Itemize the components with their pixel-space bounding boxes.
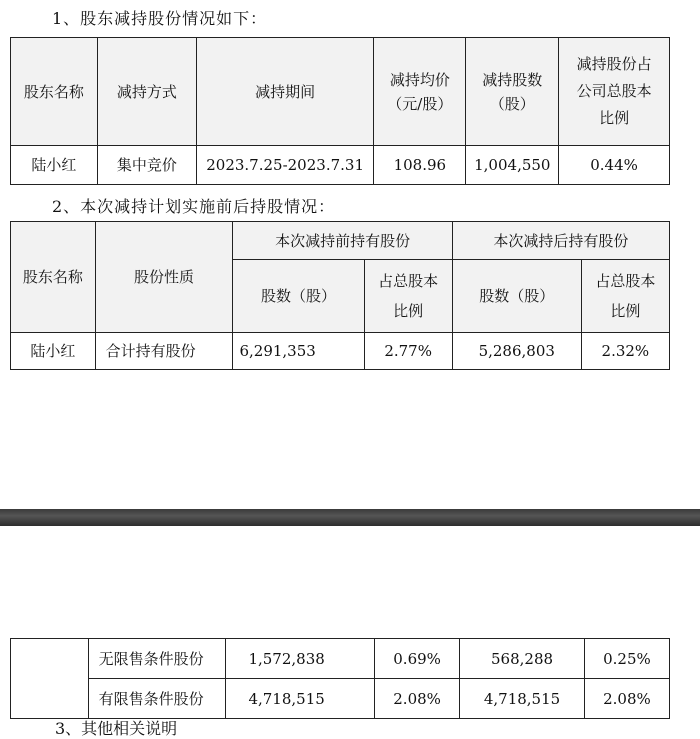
header-before: 本次减持前持有股份 [233, 222, 452, 260]
cell-shareholder-empty [11, 639, 89, 719]
cell-method: 集中竞价 [97, 146, 196, 185]
table-row [11, 679, 670, 719]
header-shareholder: 股东名称 [11, 38, 98, 146]
cell-after-ratio: 2.32% [581, 333, 669, 370]
table-row [11, 639, 670, 679]
cell-before-shares: 6,291,353 [233, 333, 364, 370]
header-after-ratio: 占总股本 比例 [581, 260, 669, 333]
cell-nature: 合计持有股份 [95, 333, 233, 370]
reduction-table [10, 37, 670, 185]
table-row [11, 146, 670, 185]
cell-avg-price: 108.96 [374, 146, 466, 185]
cell-after-shares: 568,288 [460, 639, 585, 679]
cell-before-ratio: 2.08% [375, 679, 460, 719]
holding-table [10, 221, 670, 370]
header-avg-price: 减持均价 （元/股） [374, 38, 466, 146]
header-before-ratio: 占总股本 比例 [364, 260, 452, 333]
header-ratio: 减持股份占 公司总股本 比例 [559, 38, 670, 146]
cell-nature: 有限售条件股份 [88, 679, 226, 719]
section3-title-cut: 3、其他相关说明 [55, 719, 178, 738]
cell-nature: 无限售条件股份 [88, 639, 226, 679]
header-after-shares: 股数（股） [452, 260, 581, 333]
header-shareholder: 股东名称 [11, 222, 96, 333]
cell-after-ratio: 2.08% [584, 679, 669, 719]
cell-after-shares: 5,286,803 [452, 333, 581, 370]
header-period: 减持期间 [197, 38, 374, 146]
header-nature: 股份性质 [95, 222, 233, 333]
cell-before-shares: 4,718,515 [226, 679, 375, 719]
cell-before-ratio: 2.77% [364, 333, 452, 370]
holding-table-continued [10, 638, 670, 719]
cell-period: 2023.7.25-2023.7.31 [197, 146, 374, 185]
header-method: 减持方式 [97, 38, 196, 146]
header-after: 本次减持后持有股份 [452, 222, 669, 260]
section1-title: 1、股东减持股份情况如下： [52, 9, 268, 28]
cell-before-shares: 1,572,838 [226, 639, 375, 679]
cell-shareholder: 陆小红 [11, 333, 96, 370]
header-before-shares: 股数（股） [233, 260, 364, 333]
table-header-row [11, 222, 670, 260]
table-row [11, 333, 670, 370]
cell-shares: 1,004,550 [466, 146, 559, 185]
cell-after-shares: 4,718,515 [460, 679, 585, 719]
cell-before-ratio: 0.69% [375, 639, 460, 679]
cell-shareholder: 陆小红 [11, 146, 98, 185]
table-header-row [11, 38, 670, 146]
header-shares: 减持股数 （股） [466, 38, 559, 146]
cell-ratio: 0.44% [559, 146, 670, 185]
cell-after-ratio: 0.25% [584, 639, 669, 679]
section2-title: 2、本次减持计划实施前后持股情况： [52, 197, 336, 216]
page-separator-bar [0, 509, 700, 526]
